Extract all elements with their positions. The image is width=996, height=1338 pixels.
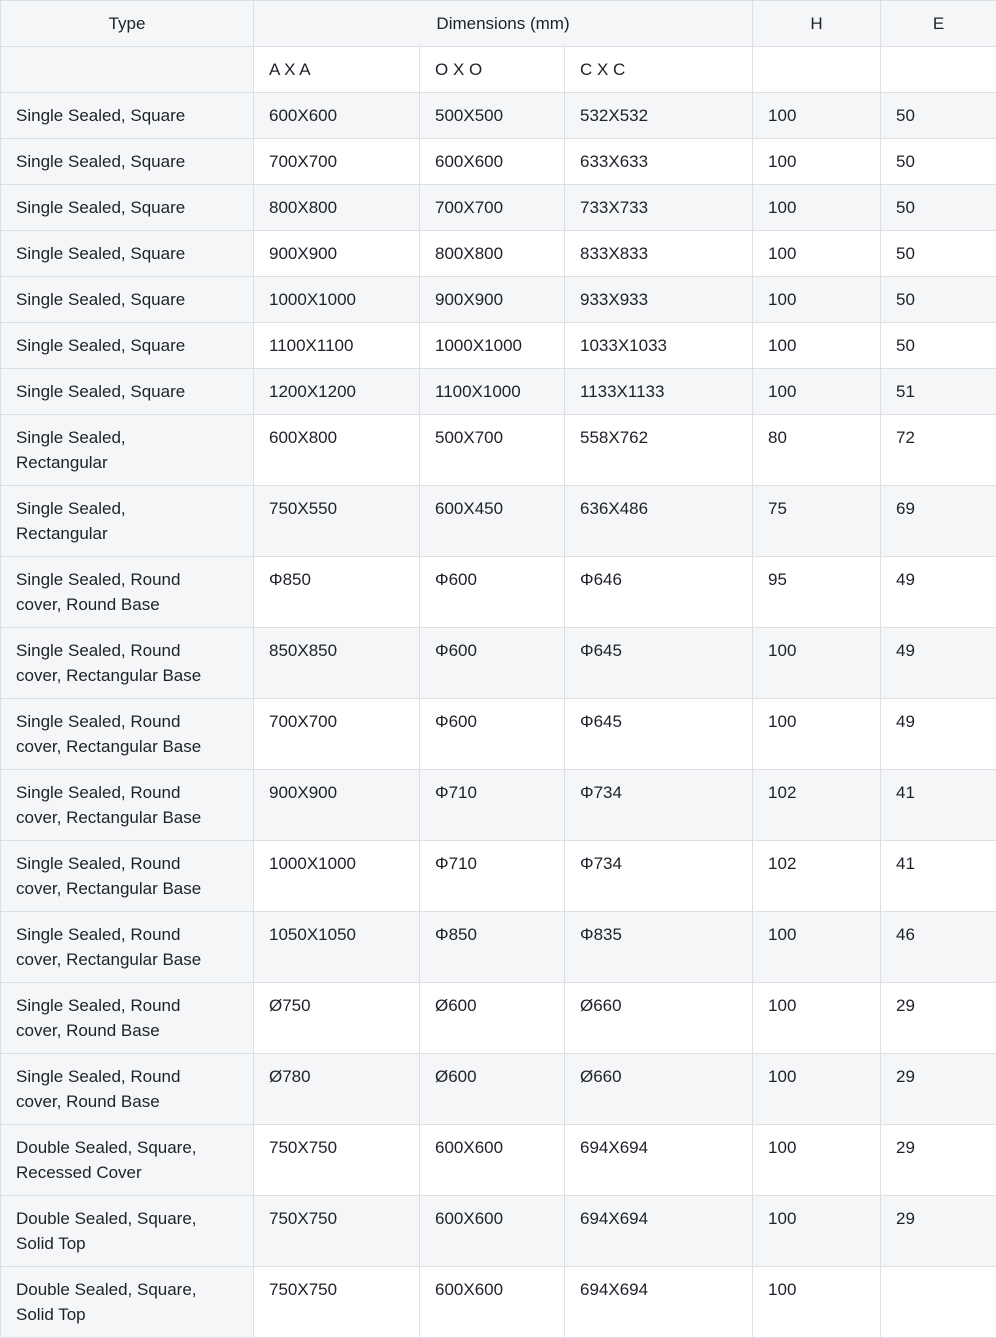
table-row xyxy=(1,628,996,699)
table-row xyxy=(1,323,996,369)
table-row xyxy=(1,983,996,1054)
e-cell: 50 xyxy=(881,139,996,185)
cxc-cell: Ø660 xyxy=(565,983,753,1054)
e-cell: 29 xyxy=(881,1054,996,1125)
h-cell: 100 xyxy=(753,1125,881,1196)
axa-cell: 1050X1050 xyxy=(254,912,420,983)
axa-cell: 750X550 xyxy=(254,486,420,557)
type-cell: Single Sealed, Round cover, Round Base xyxy=(1,1054,254,1125)
table-row xyxy=(1,770,996,841)
h-cell: 102 xyxy=(753,770,881,841)
table-row xyxy=(1,139,996,185)
h-cell: 100 xyxy=(753,1196,881,1267)
h-cell: 100 xyxy=(753,231,881,277)
cxc-cell: Φ734 xyxy=(565,841,753,912)
oxo-cell: Φ850 xyxy=(420,912,565,983)
table-row xyxy=(1,185,996,231)
oxo-cell: 800X800 xyxy=(420,231,565,277)
type-cell: Single Sealed, Round cover, Rectangular Base xyxy=(1,699,254,770)
cxc-cell: 636X486 xyxy=(565,486,753,557)
e-cell: 29 xyxy=(881,1196,996,1267)
subheader-oxo: O X O xyxy=(420,47,565,93)
table-row xyxy=(1,841,996,912)
cxc-cell: 694X694 xyxy=(565,1196,753,1267)
h-cell: 102 xyxy=(753,841,881,912)
e-cell: 50 xyxy=(881,93,996,139)
h-cell: 100 xyxy=(753,185,881,231)
oxo-cell: 600X450 xyxy=(420,486,565,557)
oxo-cell: 500X500 xyxy=(420,93,565,139)
type-cell: Single Sealed, Round cover, Rectangular Base xyxy=(1,628,254,699)
cxc-cell: 558X762 xyxy=(565,415,753,486)
e-cell: 50 xyxy=(881,185,996,231)
axa-cell: 900X900 xyxy=(254,231,420,277)
oxo-cell: Φ600 xyxy=(420,557,565,628)
h-cell: 95 xyxy=(753,557,881,628)
type-cell: Single Sealed, Square xyxy=(1,323,254,369)
cxc-cell: 933X933 xyxy=(565,277,753,323)
e-cell: 72 xyxy=(881,415,996,486)
h-cell: 100 xyxy=(753,699,881,770)
type-cell: Double Sealed, Square, Solid Top xyxy=(1,1267,254,1338)
cxc-cell: 532X532 xyxy=(565,93,753,139)
axa-cell: 850X850 xyxy=(254,628,420,699)
header-row xyxy=(1,1,996,47)
cxc-cell: 733X733 xyxy=(565,185,753,231)
column-header-dimensions: Dimensions (mm) xyxy=(254,1,753,47)
table-row xyxy=(1,231,996,277)
type-cell: Single Sealed, Rectangular xyxy=(1,486,254,557)
type-cell: Single Sealed, Round cover, Rectangular Base xyxy=(1,770,254,841)
e-cell: 49 xyxy=(881,699,996,770)
cxc-cell: 1133X1133 xyxy=(565,369,753,415)
table-row xyxy=(1,1267,996,1338)
e-cell: 50 xyxy=(881,323,996,369)
cxc-cell: 694X694 xyxy=(565,1267,753,1338)
h-cell: 100 xyxy=(753,323,881,369)
table-row xyxy=(1,699,996,770)
e-cell: 50 xyxy=(881,231,996,277)
cxc-cell: 694X694 xyxy=(565,1125,753,1196)
axa-cell: Φ850 xyxy=(254,557,420,628)
table-row xyxy=(1,912,996,983)
table-row xyxy=(1,1125,996,1196)
oxo-cell: Φ710 xyxy=(420,841,565,912)
table-row xyxy=(1,415,996,486)
table-row xyxy=(1,486,996,557)
h-cell: 100 xyxy=(753,139,881,185)
type-cell: Double Sealed, Square, Solid Top xyxy=(1,1196,254,1267)
subheader-spacer-type xyxy=(1,47,254,93)
oxo-cell: Φ600 xyxy=(420,628,565,699)
axa-cell: 750X750 xyxy=(254,1267,420,1338)
type-cell: Single Sealed, Round cover, Round Base xyxy=(1,983,254,1054)
cxc-cell: 1033X1033 xyxy=(565,323,753,369)
axa-cell: 1000X1000 xyxy=(254,841,420,912)
h-cell: 75 xyxy=(753,486,881,557)
h-cell: 100 xyxy=(753,1054,881,1125)
axa-cell: 1100X1100 xyxy=(254,323,420,369)
axa-cell: 1200X1200 xyxy=(254,369,420,415)
type-cell: Single Sealed, Square xyxy=(1,231,254,277)
table-row xyxy=(1,93,996,139)
axa-cell: Ø750 xyxy=(254,983,420,1054)
h-cell: 100 xyxy=(753,277,881,323)
oxo-cell: 1000X1000 xyxy=(420,323,565,369)
table-row xyxy=(1,1196,996,1267)
axa-cell: 1000X1000 xyxy=(254,277,420,323)
e-cell: 50 xyxy=(881,277,996,323)
oxo-cell: 600X600 xyxy=(420,1125,565,1196)
oxo-cell: 500X700 xyxy=(420,415,565,486)
h-cell: 100 xyxy=(753,369,881,415)
cxc-cell: Ø660 xyxy=(565,1054,753,1125)
oxo-cell: Φ710 xyxy=(420,770,565,841)
table-row xyxy=(1,557,996,628)
e-cell: 41 xyxy=(881,770,996,841)
column-header-e: E xyxy=(881,1,996,47)
subheader-cxc: C X C xyxy=(565,47,753,93)
oxo-cell: 600X600 xyxy=(420,1267,565,1338)
h-cell: 100 xyxy=(753,912,881,983)
type-cell: Single Sealed, Square xyxy=(1,277,254,323)
cxc-cell: 833X833 xyxy=(565,231,753,277)
type-cell: Single Sealed, Square xyxy=(1,93,254,139)
oxo-cell: Ø600 xyxy=(420,983,565,1054)
axa-cell: Ø780 xyxy=(254,1054,420,1125)
oxo-cell: 600X600 xyxy=(420,1196,565,1267)
type-cell: Double Sealed, Square, Recessed Cover xyxy=(1,1125,254,1196)
oxo-cell: 900X900 xyxy=(420,277,565,323)
h-cell: 80 xyxy=(753,415,881,486)
subheader-axa: A X A xyxy=(254,47,420,93)
cxc-cell: Φ645 xyxy=(565,699,753,770)
type-cell: Single Sealed, Round cover, Rectangular Base xyxy=(1,841,254,912)
type-cell: Single Sealed, Round cover, Rectangular Base xyxy=(1,912,254,983)
type-cell: Single Sealed, Square xyxy=(1,185,254,231)
axa-cell: 750X750 xyxy=(254,1125,420,1196)
axa-cell: 900X900 xyxy=(254,770,420,841)
cxc-cell: Φ645 xyxy=(565,628,753,699)
e-cell: 41 xyxy=(881,841,996,912)
h-cell: 100 xyxy=(753,1267,881,1338)
e-cell: 29 xyxy=(881,983,996,1054)
h-cell: 100 xyxy=(753,983,881,1054)
h-cell: 100 xyxy=(753,628,881,699)
oxo-cell: Φ600 xyxy=(420,699,565,770)
cxc-cell: Φ646 xyxy=(565,557,753,628)
axa-cell: 700X700 xyxy=(254,699,420,770)
oxo-cell: 1100X1000 xyxy=(420,369,565,415)
axa-cell: 600X800 xyxy=(254,415,420,486)
type-cell: Single Sealed, Round cover, Round Base xyxy=(1,557,254,628)
cxc-cell: Φ835 xyxy=(565,912,753,983)
column-header-type: Type xyxy=(1,1,254,47)
e-cell: 49 xyxy=(881,628,996,699)
e-cell xyxy=(881,1267,996,1338)
subheader-row xyxy=(1,47,996,93)
e-cell: 69 xyxy=(881,486,996,557)
type-cell: Single Sealed, Square xyxy=(1,369,254,415)
subheader-spacer-e xyxy=(881,47,996,93)
oxo-cell: 700X700 xyxy=(420,185,565,231)
table-row xyxy=(1,369,996,415)
axa-cell: 750X750 xyxy=(254,1196,420,1267)
e-cell: 51 xyxy=(881,369,996,415)
axa-cell: 800X800 xyxy=(254,185,420,231)
table-row xyxy=(1,277,996,323)
column-header-h: H xyxy=(753,1,881,47)
e-cell: 46 xyxy=(881,912,996,983)
e-cell: 49 xyxy=(881,557,996,628)
type-cell: Single Sealed, Rectangular xyxy=(1,415,254,486)
cxc-cell: Φ734 xyxy=(565,770,753,841)
subheader-spacer-h xyxy=(753,47,881,93)
axa-cell: 600X600 xyxy=(254,93,420,139)
type-cell: Single Sealed, Square xyxy=(1,139,254,185)
oxo-cell: Ø600 xyxy=(420,1054,565,1125)
axa-cell: 700X700 xyxy=(254,139,420,185)
table-row xyxy=(1,1054,996,1125)
h-cell: 100 xyxy=(753,93,881,139)
cxc-cell: 633X633 xyxy=(565,139,753,185)
e-cell: 29 xyxy=(881,1125,996,1196)
oxo-cell: 600X600 xyxy=(420,139,565,185)
